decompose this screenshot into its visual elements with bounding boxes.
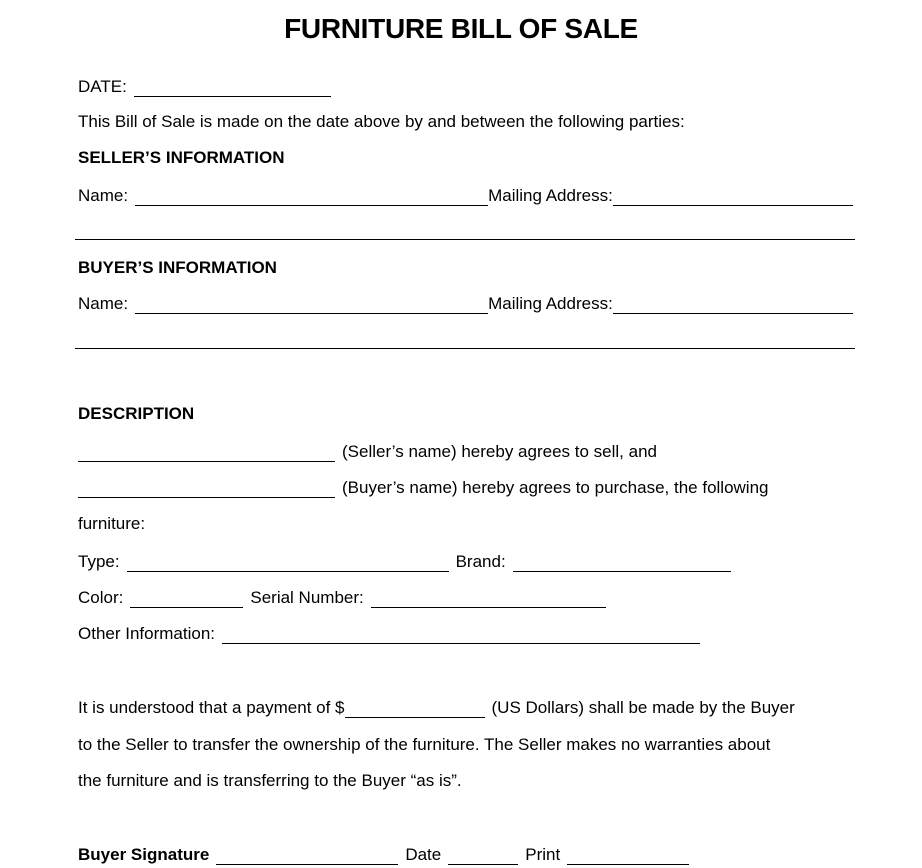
buyer-section-heading: BUYER’S INFORMATION	[78, 258, 277, 277]
page-title: FURNITURE BILL OF SALE	[284, 13, 638, 44]
buyer-agrees-text: (Buyer’s name) hereby agrees to purchase, the following	[342, 478, 769, 497]
seller-agrees-row	[78, 441, 657, 463]
type-label: Type:	[78, 552, 120, 571]
buyer-name-label: Name:	[78, 294, 129, 313]
payment-amount-field-line[interactable]	[345, 705, 485, 718]
date-field-line[interactable]	[134, 84, 331, 97]
buyer-signature-field-line[interactable]	[216, 852, 398, 865]
seller-agrees-text: (Seller’s name) hereby agrees to sell, and	[342, 442, 657, 461]
seller-name-blank-line[interactable]	[78, 449, 335, 462]
description-section-heading: DESCRIPTION	[78, 404, 195, 423]
buyer-signature-row	[78, 844, 689, 866]
color-serial-row	[78, 587, 606, 609]
furniture-label: furniture:	[78, 514, 146, 533]
intro-text: This Bill of Sale is made on the date above by and between the following parties:	[78, 112, 685, 131]
payment-line-3: the furniture and is transferring to the Buyer “as is”.	[78, 771, 462, 790]
payment-line-2: to the Seller to transfer the ownership of the furniture. The Seller makes no warranties about	[78, 735, 771, 754]
buyer-name-blank-line[interactable]	[78, 485, 335, 498]
serial-number-label: Serial Number:	[250, 588, 364, 607]
seller-name-label: Name:	[78, 186, 129, 205]
color-label: Color:	[78, 588, 124, 607]
payment-text-suffix: (US Dollars) shall be made by the Buyer	[491, 698, 795, 717]
serial-number-field-line[interactable]	[371, 595, 606, 608]
seller-section-heading: SELLER’S INFORMATION	[78, 148, 285, 167]
buyer-mailing-label: Mailing Address:	[488, 294, 613, 313]
payment-line-1	[78, 697, 795, 719]
date-row	[78, 76, 331, 98]
type-field-line[interactable]	[127, 559, 449, 572]
other-information-field-line[interactable]	[222, 631, 700, 644]
brand-label: Brand:	[455, 552, 506, 571]
signature-date-label: Date	[405, 845, 442, 864]
other-information-label: Other Information:	[78, 624, 216, 643]
signature-print-field-line[interactable]	[567, 852, 689, 865]
buyer-mailing-field-line[interactable]	[613, 301, 853, 314]
buyer-address-continuation-line[interactable]	[75, 348, 855, 349]
signature-print-label: Print	[525, 845, 561, 864]
buyer-agrees-row	[78, 477, 769, 499]
buyer-name-row	[78, 293, 853, 315]
other-information-row	[78, 623, 700, 645]
type-brand-row	[78, 551, 731, 573]
brand-field-line[interactable]	[513, 559, 731, 572]
seller-name-row	[78, 185, 853, 207]
signature-date-field-line[interactable]	[448, 852, 518, 865]
buyer-signature-label: Buyer Signature	[78, 845, 210, 864]
seller-name-field-line[interactable]	[135, 193, 488, 206]
buyer-name-field-line[interactable]	[135, 301, 488, 314]
color-field-line[interactable]	[130, 595, 243, 608]
seller-mailing-field-line[interactable]	[613, 193, 853, 206]
seller-mailing-label: Mailing Address:	[488, 186, 613, 205]
seller-address-continuation-line[interactable]	[75, 239, 855, 240]
date-label: DATE:	[78, 77, 127, 96]
payment-text-prefix: It is understood that a payment of $	[78, 698, 345, 717]
